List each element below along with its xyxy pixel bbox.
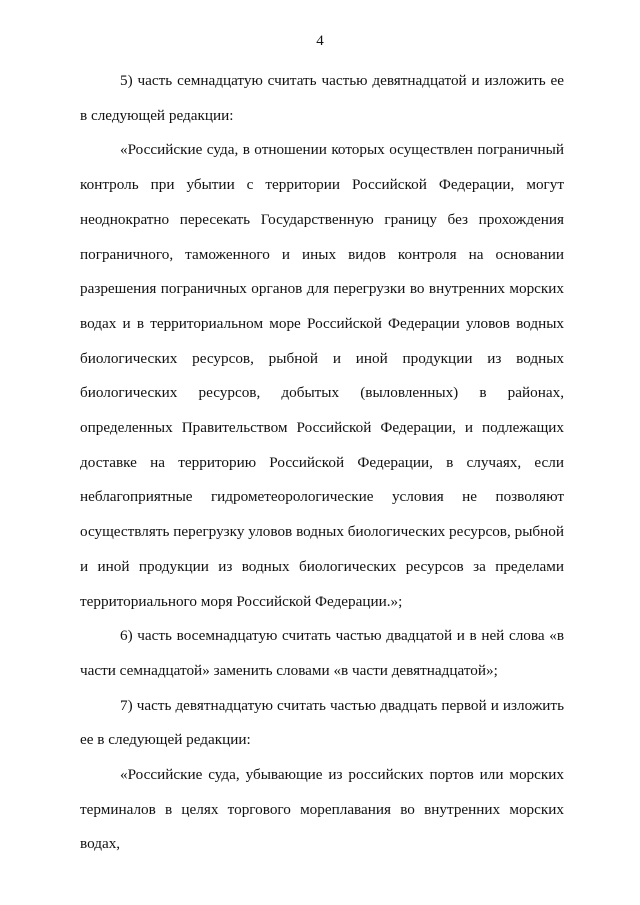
paragraph-quote-vessels-departing: «Российские суда, убывающие из российских портов или морских терминалов в целях торгового мореплавания во внутренних морских водах, <box>80 766 564 853</box>
paragraph-item-6: 6) часть восемнадцатую считать частью двадцатой и в ней слова «в части семнадцатой» заменить словами «в части девятнадцатой»; <box>80 627 564 679</box>
paragraph-item-5: 5) часть семнадцатую считать частью девятнадцатой и изложить ее в следующей редакции: <box>80 72 564 124</box>
page-number: 4 <box>316 33 324 49</box>
paragraph-item-7: 7) часть девятнадцатую считать частью двадцать первой и изложить ее в следующей редакции: <box>80 696 564 749</box>
paragraph-quote-vessels-border: «Российские суда, в отношении которых осуществлен пограничный контроль при убытии с территории Российской Федерации, могут неоднократно пересекать Государственную границу без прохождения пограничного, таможенного и иных видов контроля на основании разрешения пограничных органов для перегрузки во внутренних морских водах и в территориальном море Российской Федерации уловов водных биологических ресурсов, рыбной и иной продукции из водных биологических ресурсов, добытых (выловленных) в районах, определенных Правительством Российской Федерации, и подлежащих доставке на территорию Российской Федерации, в случаях, если неблагоприятные гидрометеорологические условия не позволяют осуществлять перегрузку уловов водных биологических ресурсов, рыбной и иной продукции из водных биологических ресурсов за пределами территориального моря Российской Федерации.»; <box>80 141 564 610</box>
document-body <box>80 64 564 862</box>
